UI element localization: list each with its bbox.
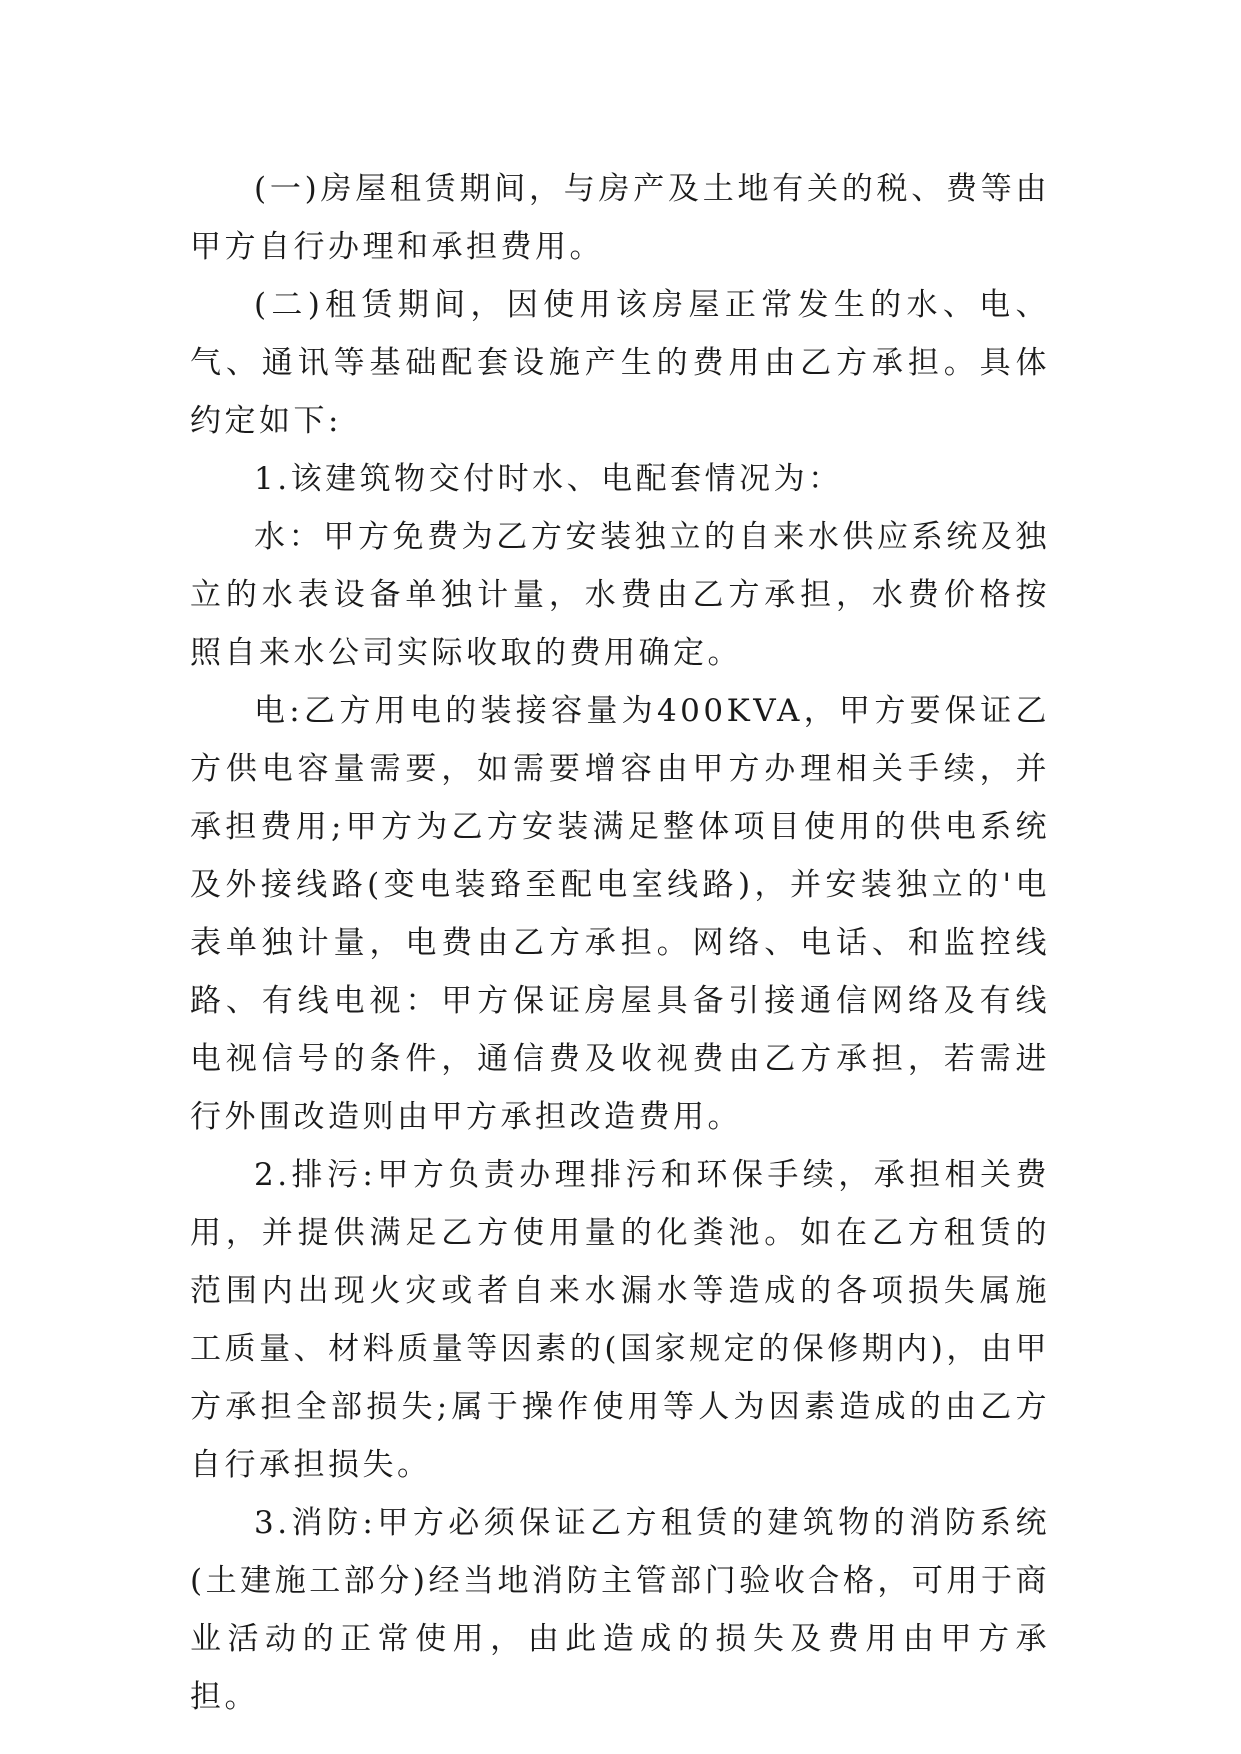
paragraph-3: 1.该建筑物交付时水、电配套情况为： [254,461,843,497]
document-body [190,160,1050,1726]
paragraph-6: 2.排污:甲方负责办理排污和环保手续，承担相关费用，并提供满足乙方使用量的化粪池。如在乙方租赁的范围内出现火灾或者自来水漏水等造成的各项损失属施工质量、材料质量等因素的(国家规定的保修期内)，由甲方承担全部损失;属于操作使用等人为因素造成的由乙方自行承担损失。 [190,1157,1050,1483]
paragraph-4: 水：甲方免费为乙方安装独立的自来水供应系统及独立的水表设备单独计量，水费由乙方承担，水费价格按照自来水公司实际收取的费用确定。 [190,519,1050,671]
paragraph-1: (一)房屋租赁期间，与房产及土地有关的税、费等由甲方自行办理和承担费用。 [190,171,1050,265]
paragraph-7: 3.消防:甲方必须保证乙方租赁的建筑物的消防系统(土建施工部分)经当地消防主管部门验收合格，可用于商业活动的正常使用，由此造成的损失及费用由甲方承担。 [190,1505,1050,1715]
paragraph-2: (二)租赁期间，因使用该房屋正常发生的水、电、气、通讯等基础配套设施产生的费用由乙方承担。具体约定如下: [190,287,1050,439]
paragraph-5: 电:乙方用电的装接容量为400KVA，甲方要保证乙方供电容量需要，如需要增容由甲方办理相关手续，并承担费用;甲方为乙方安装满足整体项目使用的供电系统及外接线路(变电装臵至配电室线路)，并安装独立的'电表单独计量，电费由乙方承担。网络、电话、和监控线路、有线电视：甲方保证房屋具备引接通信网络及有线电视信号的条件，通信费及收视费由乙方承担，若需进行外围改造则由甲方承担改造费用。 [190,693,1050,1135]
